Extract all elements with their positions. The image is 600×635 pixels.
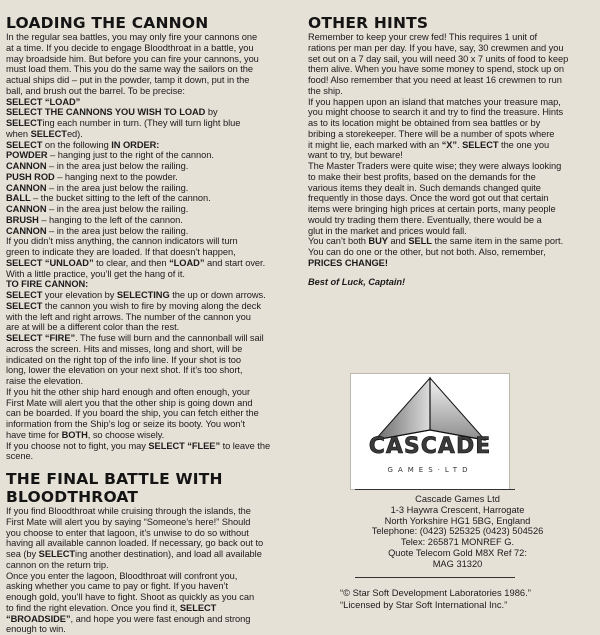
text-line	[6, 571, 300, 582]
text-line	[308, 150, 596, 161]
text-line	[6, 204, 300, 215]
text-run: ing another destination), and load all available	[75, 549, 262, 559]
text-line	[6, 549, 300, 560]
text-run: glut in the market and prices would fall.	[308, 225, 467, 236]
text-run: If you happen upon an island that matches your treasure map,	[308, 96, 561, 107]
text-run: having all available cannon loaded. If necessary, go back out to	[6, 538, 264, 549]
text-run: – in the area just below the railing.	[46, 182, 189, 193]
company-address	[355, 494, 560, 569]
divider-top	[355, 489, 515, 490]
text-line	[308, 43, 596, 54]
bold-text: SELECT THE CANNONS YOU WISH TO LOAD	[6, 107, 206, 118]
address-line: 1-3 Haywra Crescent, Harrogate	[390, 504, 525, 515]
text-line	[6, 129, 300, 140]
bold-text: SELECT “LOAD”	[6, 96, 81, 107]
text-line	[6, 215, 300, 226]
text-line	[6, 451, 300, 462]
text-line	[6, 301, 300, 312]
text-line	[6, 387, 300, 398]
logo-wordmark: CASCADE	[368, 434, 492, 459]
closing-line: Best of Luck, Captain!	[308, 276, 406, 287]
bold-text: “X”	[441, 139, 458, 150]
text-run: – hanging to the left of the cannon.	[38, 214, 183, 225]
bold-text: SELECT	[30, 128, 67, 139]
bold-text: POWDER	[6, 150, 48, 161]
text-line	[6, 86, 300, 97]
other-hints-section	[308, 14, 596, 287]
address-line: Quote Telecom Gold M8X Ref 72:	[388, 547, 527, 558]
bold-text: BOTH	[61, 429, 88, 440]
copyright-notice	[340, 587, 596, 610]
bold-text: SELECT “FLEE”	[148, 440, 221, 451]
text-run: indicated on the right top of the info line. If your shot is too	[6, 354, 242, 365]
text-run: long, lower the elevation on your next shot. If it’s too short,	[6, 365, 243, 376]
other-hints-heading: OTHER HINTS	[308, 14, 429, 32]
text-run: – in the area just below the railing.	[46, 225, 189, 236]
text-line	[6, 290, 300, 301]
text-line	[6, 226, 300, 237]
text-line	[308, 118, 596, 129]
text-run: to find the right elevation. Once you find it,	[6, 602, 180, 613]
bold-text: CANNON	[6, 225, 47, 236]
text-line	[308, 236, 596, 247]
loading-cannon-heading: LOADING THE CANNON	[6, 14, 209, 32]
text-line	[6, 64, 300, 75]
text-run: – in the area just below the railing.	[46, 204, 189, 214]
loading-cannon-section	[6, 14, 300, 462]
text-line	[6, 107, 300, 118]
text-run: across the screen. Hits and misses, long and short, will be	[6, 343, 243, 354]
text-run: First Mate will alert you by saying “Someone’s here!” Should	[6, 516, 251, 527]
text-run: – hanging next to the powder.	[54, 171, 178, 182]
text-line	[6, 592, 300, 603]
text-run: If you didn’t miss anything, the cannon indicators will turn	[6, 236, 238, 247]
text-run: – hanging just to the right of the cannon.	[47, 150, 214, 161]
text-line	[308, 161, 596, 172]
text-run: would try trading them there. Eventually, there would be a	[308, 214, 542, 225]
final-battle-heading: THE FINAL BATTLE WITH BLOODTHROAT	[6, 470, 223, 506]
text-run: If you hit the other ship hard enough and often enough, your	[6, 386, 251, 397]
text-line	[6, 344, 300, 355]
text-run: Once you enter the lagoon, Bloodthroat will confront you,	[6, 570, 238, 581]
text-line	[6, 506, 300, 517]
text-run: actual ships did – put in the powder, tamp it down, put in the	[6, 75, 250, 85]
text-line	[6, 408, 300, 419]
copyright-line: “© Star Soft Development Laboratories 1986.”	[340, 587, 531, 598]
text-run: If you find Bloodthroat while cruising through the islands, the	[6, 506, 251, 516]
text-line	[308, 75, 596, 86]
text-line	[6, 528, 300, 539]
text-run: sea (by	[6, 549, 39, 559]
text-run: The Master Traders were quite wise; they were always looking	[308, 161, 562, 171]
text-run: to make their best profits, based on the demands for the	[308, 171, 536, 182]
text-run: to clear, and then	[93, 257, 170, 268]
text-run: the ship.	[308, 85, 343, 96]
text-line	[308, 247, 596, 258]
text-line	[6, 430, 300, 441]
text-line	[6, 624, 300, 635]
text-run: , so choose wisely.	[87, 429, 165, 440]
bold-text: SELECT	[6, 139, 43, 150]
text-run: bribing a storekeeper. There will be a number of spots where	[308, 128, 555, 139]
bold-text: SELECT “FIRE”	[6, 333, 76, 343]
text-line	[6, 365, 300, 376]
bold-text: BUY	[368, 236, 388, 247]
address-line: MAG 31320	[432, 558, 483, 569]
text-line	[6, 258, 300, 269]
bold-text: CANNON	[6, 182, 47, 193]
text-run: and	[387, 236, 409, 247]
text-run: various items they dealt in. Such demands changed quite	[308, 182, 541, 193]
text-run: are at will be a different color than the rest.	[6, 322, 180, 333]
bold-text: PUSH ROD	[6, 171, 55, 182]
text-line	[308, 97, 596, 108]
text-run: can be boarded. If you board the ship, you can fetch either the	[6, 408, 259, 419]
text-line	[6, 97, 300, 108]
text-line	[308, 54, 596, 65]
text-run: ball, and brush out the barrel. To be precise:	[6, 85, 185, 96]
text-run: the up or down arrows.	[169, 290, 266, 300]
bold-text: SELECT	[38, 549, 76, 559]
text-line	[6, 355, 300, 366]
text-run: set out on a 7 day sail, you will need 30 x 7 units of food to keep	[308, 53, 569, 64]
logo-tagline: GAMES·LTD	[387, 466, 473, 474]
text-line	[6, 581, 300, 592]
bold-text: SELL	[408, 236, 432, 247]
bold-text: SELECT “UNLOAD”	[6, 257, 94, 268]
text-run: you choose to enter that lagoon, it’s unwise to do so without	[6, 527, 249, 538]
text-line	[308, 107, 596, 118]
text-run: . The fuse will burn and the cannonball will sail	[75, 333, 264, 343]
text-run: green to indicate they are loaded. If that doesn’t happen,	[6, 247, 236, 257]
text-run: With a little practice, you’ll get the hang of it.	[6, 268, 185, 279]
bold-text: PRICES CHANGE!	[308, 257, 388, 268]
bold-text: TO FIRE CANNON:	[6, 279, 89, 290]
text-line	[6, 441, 300, 452]
text-run: Remember to keep your crew fed! This requires 1 unit of	[308, 32, 538, 42]
text-line	[6, 43, 300, 54]
text-line	[308, 129, 596, 140]
text-line	[6, 32, 300, 43]
text-run: your elevation by	[42, 290, 117, 300]
text-run: cannon on the return trip.	[6, 559, 109, 570]
text-line	[6, 614, 300, 625]
text-line	[6, 236, 300, 247]
text-line	[6, 118, 300, 129]
text-run: information from the Ship’s log or seize its booty. You won’t	[6, 419, 245, 429]
text-line	[6, 75, 300, 86]
text-line	[308, 215, 596, 226]
text-line	[6, 172, 300, 183]
text-run: items were bringing high prices at certain ports, many people	[308, 204, 556, 214]
text-line	[6, 419, 300, 430]
text-run: on the following	[42, 139, 112, 150]
bold-text: SELECT	[6, 300, 43, 311]
bold-text: CANNON	[6, 161, 47, 171]
text-run: the cannon you wish to fire by moving along the deck	[42, 300, 261, 311]
text-run: by	[205, 107, 218, 118]
text-run: as to its location might be obtained from sea battles or by	[308, 118, 541, 128]
text-line	[6, 333, 300, 344]
text-run: First Mate will alert you that the other ship is going down and	[6, 397, 253, 408]
loading-cannon-text	[6, 32, 300, 462]
bold-text: BALL	[6, 193, 31, 204]
text-line	[308, 140, 596, 151]
text-run: .	[457, 139, 463, 150]
text-run: it might lie, each marked with an	[308, 139, 442, 150]
text-run: must load them. This you do the same way the sailors on the	[6, 64, 253, 75]
bold-text: SELECT	[6, 118, 43, 128]
text-line	[6, 603, 300, 614]
text-run: ed).	[66, 128, 83, 139]
text-line	[6, 247, 300, 258]
text-run: , and hope you were fast enough and strong	[70, 613, 251, 624]
text-run: them alive. When you have some money to spend, stock up on	[308, 64, 565, 75]
text-line	[6, 161, 300, 172]
final-battle-section	[6, 470, 300, 635]
text-line	[6, 538, 300, 549]
text-run: you might choose to search it and try to find the treasure. Hints	[308, 107, 564, 118]
address-line: Cascade Games Ltd	[415, 494, 500, 504]
text-line	[6, 517, 300, 528]
text-line	[6, 376, 300, 387]
text-line	[6, 560, 300, 571]
final-battle-text	[6, 506, 300, 635]
text-run: If you choose not to fight, you may	[6, 440, 149, 451]
text-run: to leave the	[220, 440, 271, 451]
text-line	[6, 54, 300, 65]
text-run: have time for	[6, 429, 62, 440]
text-run: asking whether you came to pay or fight. If you haven’t	[6, 581, 229, 592]
divider-bottom	[355, 577, 515, 578]
text-line	[308, 204, 596, 215]
bold-text: IN ORDER:	[111, 139, 160, 150]
other-hints-text	[308, 32, 596, 269]
text-line	[308, 172, 596, 183]
cascade-logo	[350, 373, 510, 490]
text-run: at a time. If you decide to engage Bloodthroat in a battle, you	[6, 42, 254, 53]
bold-text: SELECT	[462, 139, 499, 150]
text-run: may broadside him. But before you can fire your cannons, you	[6, 53, 259, 64]
text-line	[308, 258, 596, 269]
text-line	[308, 183, 596, 194]
text-run: – in the area just below the railing.	[46, 161, 189, 171]
text-line	[6, 140, 300, 151]
text-line	[6, 398, 300, 409]
text-run: – the bucket sitting to the left of the cannon.	[30, 193, 211, 204]
text-run: want to try, but beware!	[308, 150, 403, 161]
text-run: You can do one or the other, but not both. Also, remember,	[308, 247, 546, 257]
bold-text: SELECTING	[116, 290, 170, 300]
text-line	[6, 193, 300, 204]
text-run: In the regular sea battles, you may only fire your cannons one	[6, 32, 258, 42]
text-run: scene.	[6, 451, 34, 462]
text-line	[6, 269, 300, 280]
text-run: the one you	[498, 139, 550, 150]
text-line	[6, 183, 300, 194]
address-line: Telephone: (0423) 525325 (0423) 504526	[371, 526, 544, 537]
text-run: enough gold, you’ll have to fight. Shoot as quickly as you can	[6, 592, 255, 602]
address-line: North Yorkshire HG1 5BG, England	[384, 515, 531, 526]
text-line	[308, 32, 596, 43]
bold-text: SELECT	[179, 602, 217, 613]
text-line	[6, 312, 300, 323]
text-line	[6, 279, 300, 290]
address-line: Telex: 265871 MONREF G.	[400, 537, 515, 547]
copyright-line: “Licensed by Star Soft International Inc.”	[340, 598, 508, 610]
text-line	[6, 150, 300, 161]
text-run: frequently in those days. Once the word got out that certain	[308, 193, 549, 204]
text-run: You can’t both	[308, 236, 369, 247]
text-line	[308, 193, 596, 204]
bold-text: SELECT	[6, 290, 43, 300]
bold-text: CANNON	[6, 204, 47, 214]
text-line	[308, 226, 596, 237]
text-run: raise the elevation.	[6, 376, 84, 386]
text-run: with the left and right arrows. The number of the cannon you	[6, 311, 251, 322]
text-line	[6, 322, 300, 333]
text-run: and start over.	[204, 257, 266, 268]
text-run: rations per man per day. If you have, say, 30 crewmen and you	[308, 42, 564, 53]
bold-text: “LOAD”	[169, 257, 205, 268]
bold-text: “BROADSIDE”	[6, 613, 71, 624]
bold-text: BRUSH	[6, 214, 39, 225]
text-run: food! Also remember that you need at least 16 crewmen to run	[308, 75, 562, 85]
text-run: the same item in the same port.	[431, 236, 564, 247]
text-run: when	[6, 128, 31, 139]
text-run: ing each number in turn. (They will turn light blue	[42, 118, 241, 128]
text-line	[308, 64, 596, 75]
text-run: enough to win.	[6, 624, 66, 635]
text-line	[308, 86, 596, 97]
